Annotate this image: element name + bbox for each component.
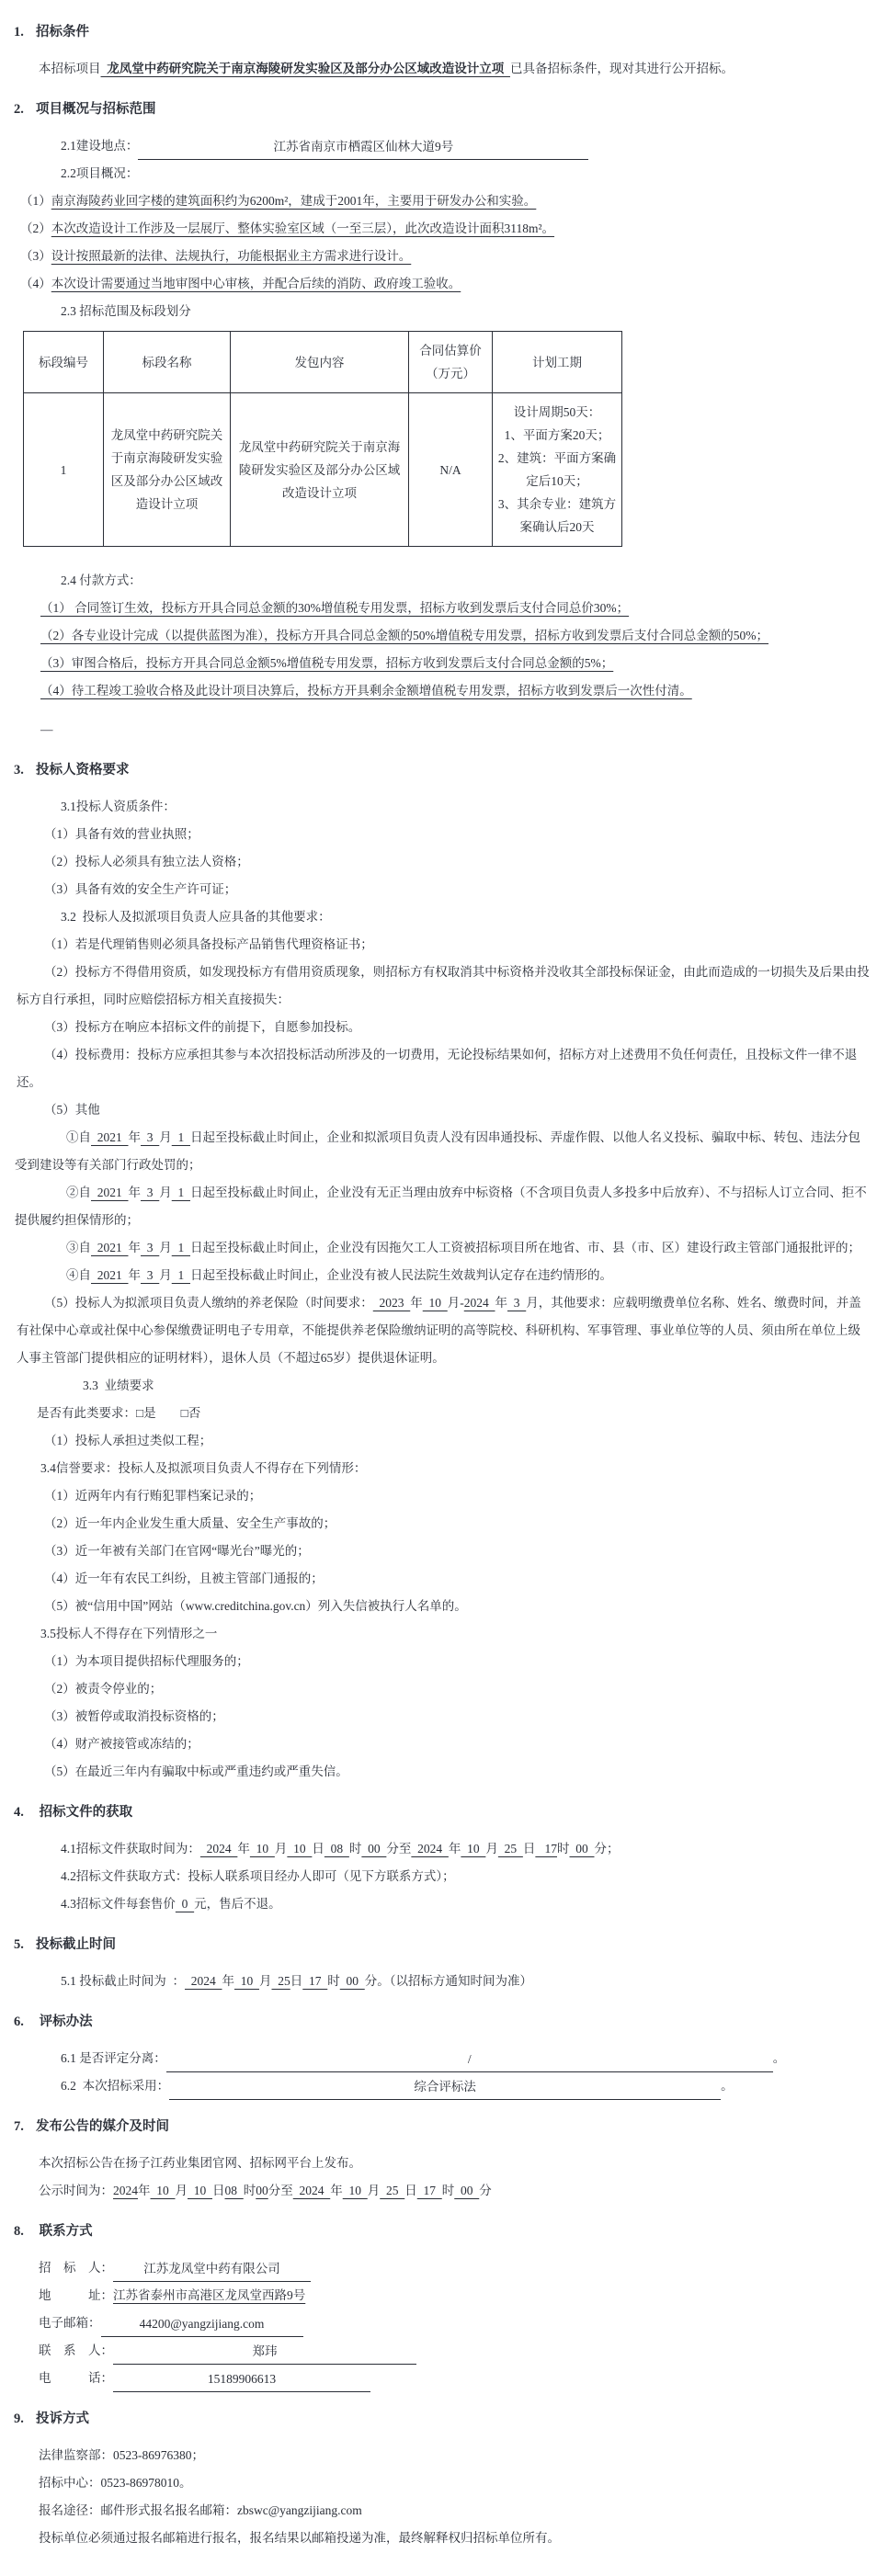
overview-item-1 [20, 187, 871, 215]
text-run: 月 [274, 1842, 288, 1855]
text-run: 时 [243, 2184, 256, 2197]
filled-blank: 10 [342, 2184, 368, 2197]
section-title: 招标条件 [36, 25, 89, 40]
text-run: 日 [290, 1974, 303, 1988]
filled-blank: 1 [171, 1130, 190, 1144]
filled-blank: 3 [141, 1130, 160, 1144]
filled-blank: 00 [256, 2184, 268, 2197]
credit-requirement-label [40, 1455, 871, 1482]
overview-item-2 [20, 215, 871, 243]
text-run: （4）投标费用：投标方应承担其参与本次招投标活动所涉及的一切费用，无论投标结果如何，招标方对上述费用不负任何责任，且投标文件一律不退还。 [17, 1048, 858, 1089]
text-run: 5.1 投标截止时间为 ： [61, 1974, 185, 1988]
table-body [24, 393, 622, 547]
section-number: 7. [14, 2119, 24, 2134]
section-number: 4. [14, 1805, 24, 1820]
table-header-line: （万元） [426, 367, 475, 380]
filled-blank: 17 [535, 1842, 557, 1855]
filled-blank: 00 [361, 1842, 387, 1855]
text-run: 。 [721, 2079, 734, 2093]
table-cell [104, 393, 231, 547]
scope-label [61, 298, 871, 325]
text-run: 报名途径：邮件形式报名报名邮箱：zbswc@yangzijiang.com [39, 2503, 362, 2517]
section-heading-5 [14, 1931, 871, 1958]
filled-blank: 1 [171, 1268, 190, 1282]
text-run: — [40, 722, 53, 736]
section-title: 投标截止时间 [36, 1937, 116, 1952]
filled-blank: 龙凤堂中药研究院关于南京海陵研发实验区及部分办公区域改造设计立项 [100, 62, 510, 75]
text-run: 分； [594, 1842, 620, 1855]
paragraph [44, 1593, 871, 1620]
registration-note [39, 2525, 871, 2552]
text-run: 月 [485, 1842, 498, 1855]
section-title: 招标文件的获取 [36, 1805, 133, 1820]
table-cell [24, 393, 104, 547]
filled-blank: 00 [569, 1842, 595, 1855]
table-cell-line: N/A [439, 462, 461, 477]
filled-blank: 17 [416, 2184, 442, 2197]
filled-blank: 25 [271, 1974, 290, 1988]
text-run: 分至 [386, 1842, 412, 1855]
table-header-cell [409, 332, 493, 393]
text-run: （3）投标方在响应本招标文件的前提下，自愿参加投标。 [44, 1020, 361, 1034]
text-run: （1）若是代理销售则必须具备投标产品销售代理资格证书； [44, 937, 373, 951]
payment-term-3 [40, 650, 871, 677]
text-run: 月 [259, 1974, 272, 1988]
section-number: 2. [14, 102, 24, 117]
document-obtain-time [61, 1835, 871, 1863]
text-run: 已具备招标条件，现对其进行公开招标。 [510, 62, 734, 75]
payment-term-2 [40, 622, 871, 650]
text-run: 年 [237, 1842, 250, 1855]
text-run: 元，售后不退。 [194, 1897, 281, 1911]
paragraph [17, 959, 871, 1014]
text-run: （5）被“信用中国”网站（www.creditchina.gov.cn）列入失信被执行人名单的。 [44, 1599, 467, 1613]
section-title: 联系方式 [36, 2224, 93, 2239]
document-price [61, 1890, 871, 1918]
text-run: 分。（以招标方通知时间为准） [364, 1974, 532, 1988]
payment-label [61, 567, 871, 595]
payment-term-1 [40, 595, 871, 622]
filled-blank: 本次改造设计工作涉及一层展厅、整体实验室区域（一至三层），此次改造设计面积3118m²。 [51, 221, 555, 235]
table-header-cell [231, 332, 409, 393]
filled-blank: 2023 [372, 1296, 411, 1310]
section-heading-6 [14, 2008, 871, 2036]
text-run: 日起至投标截止时间止，企业没有无正当理由放弃中标资格（不含项目负责人多投多中后放弃）、不与招标人订立合同、拒不提供履约担保情形的； [15, 1186, 867, 1227]
filled-blank: 2024 [199, 1842, 238, 1855]
filled-blank: 17 [302, 1974, 328, 1988]
text-run: （5）其他 [44, 1103, 100, 1117]
text-run: 6.2 本次招标采用： [61, 2079, 170, 2093]
text-run: 时 [557, 1842, 570, 1855]
text-run: 2.3 招标范围及标段划分 [61, 304, 191, 318]
section-title: 评标办法 [36, 2014, 93, 2029]
announcement-media [39, 2150, 871, 2177]
text-run: 电 话： [39, 2371, 113, 2385]
section-number: 6. [14, 2014, 24, 2029]
text-run: 4.1招标文件获取时间为： [61, 1842, 200, 1855]
announcement-time [39, 2177, 871, 2205]
filled-blank: 10 [249, 1842, 275, 1855]
text-run: ③自 [66, 1241, 91, 1254]
text-run: 本次招标公告在扬子江药业集团官网、招标网平台上发布。 [39, 2156, 361, 2170]
text-run: 日 [522, 1842, 536, 1855]
filled-blank: 本次设计需要通过当地审图中心审核，并配合后续的消防、政府竣工验收。 [51, 277, 461, 290]
paragraph [44, 848, 871, 876]
contact-person [39, 2337, 871, 2365]
text-run: 4.3招标文件每套售价 [61, 1897, 176, 1911]
filled-blank: 综合评标法 [169, 2075, 721, 2100]
construction-site [61, 132, 871, 160]
text-run: （2）近一年内企业发生重大质量、安全生产事故的； [44, 1516, 336, 1530]
filled-blank: 2024 [411, 1842, 449, 1855]
table-header-line: 计划工期 [532, 355, 582, 369]
paragraph [44, 1014, 871, 1041]
text-run: 日 [404, 2184, 417, 2197]
paragraph [44, 1675, 871, 1703]
text-run: 日 [312, 1842, 324, 1855]
text-run: （1） [20, 194, 51, 208]
table-cell-line: 2、建筑：平面方案确定后10天； [497, 451, 617, 488]
filled-blank: 2021 [91, 1268, 129, 1282]
section-heading-2 [14, 96, 871, 123]
text-run: 3.1投标人资质条件： [61, 800, 176, 813]
table-cell-line: 1 [60, 462, 67, 477]
section-heading-9 [14, 2405, 871, 2433]
text-run: 时 [441, 2184, 455, 2197]
text-run: 3.4信誉要求：投标人及拟派项目负责人不得存在下列情形： [40, 1461, 367, 1475]
pension-insurance-requirement [17, 1289, 871, 1372]
table-header-cell [104, 332, 231, 393]
section-title: 投诉方式 [36, 2411, 89, 2426]
paragraph [44, 1427, 871, 1455]
tenderer-name [39, 2254, 871, 2282]
table-cell-line: 3、其余专业：建筑方案确认后20天 [497, 497, 617, 534]
section-title: 投标人资格要求 [36, 763, 130, 777]
prohibited-situations-label [40, 1620, 871, 1648]
text-run: 日起至投标截止时间止，企业没有因拖欠工人工资被招标项目所在地省、市、县（市、区）建设行政主管部门通报批评的； [190, 1241, 860, 1254]
text-run: 法律监察部：0523-86976380； [39, 2448, 204, 2462]
text-run: 时 [348, 1842, 362, 1855]
section-heading-3 [14, 756, 871, 784]
table-row [24, 393, 622, 547]
text-run: ①自 [66, 1130, 91, 1144]
text-run: 投标单位必须通过报名邮箱进行报名，报名结果以邮箱投递为准，最终解释权归招标单位所有。 [39, 2531, 560, 2545]
overview-item-4 [20, 270, 871, 298]
filled-blank: 25 [497, 1842, 523, 1855]
text-run: 联 系 人： [39, 2343, 113, 2357]
filled-blank: 10 [422, 1296, 448, 1310]
text-run: （4） [20, 277, 51, 290]
filled-blank: 2024 [185, 1974, 222, 1988]
filled-blank: 10 [150, 2184, 176, 2197]
table-header [24, 332, 622, 393]
evaluation-separation [61, 2045, 871, 2072]
table-cell [409, 393, 493, 547]
filled-blank: （3）审图合格后，投标方开具合同总金额5%增值税专用发票，招标方收到发票后支付合同总金额的5%； [40, 656, 614, 670]
text-run: 日 [212, 2184, 225, 2197]
filled-blank: 08 [324, 1842, 349, 1855]
text-run: 月 [367, 2184, 381, 2197]
table-header-line: 标段名称 [142, 355, 192, 369]
paragraph [44, 1565, 871, 1593]
section-heading-7 [14, 2113, 871, 2140]
project-overview-label [61, 160, 871, 187]
filled-blank: 2021 [91, 1130, 129, 1144]
text-run: 2.4 付款方式： [61, 573, 142, 587]
document-obtain-method [61, 1863, 871, 1890]
text-run: 6.1 是否评定分离： [61, 2051, 166, 2065]
legal-supervision-phone [39, 2442, 871, 2469]
table-header-cell [493, 332, 622, 393]
registration-channel [39, 2497, 871, 2525]
contact-phone [39, 2365, 871, 2392]
section-title: 项目概况与招标范围 [36, 102, 156, 117]
text-run: 3.3 业绩要求 [83, 1379, 154, 1392]
filled-blank: 3 [141, 1241, 160, 1254]
filled-blank: 1 [171, 1186, 190, 1199]
filled-blank: 25 [380, 2184, 405, 2197]
tenderer-email [39, 2309, 871, 2337]
text-run: 是否有此类要求：□是 □否 [37, 1406, 201, 1420]
filled-blank: 3 [507, 1296, 527, 1310]
table-cell-line: 1、平面方案20天； [504, 428, 610, 442]
section-heading-1 [14, 18, 871, 46]
text-run: （4）近一年有农民工纠纷，且被主管部门通报的； [44, 1572, 324, 1585]
filled-blank: 0 [175, 1897, 195, 1911]
paragraph [15, 1234, 871, 1262]
section-number: 9. [14, 2411, 24, 2426]
text-run: 年 [128, 1186, 141, 1199]
overview-item-3 [20, 243, 871, 270]
text-run: 本招标项目 [39, 62, 101, 75]
paragraph [44, 1731, 871, 1758]
evaluation-method [61, 2072, 871, 2100]
table-cell [231, 393, 409, 547]
text-run: 2.1建设地点： [61, 139, 139, 153]
paragraph [44, 1648, 871, 1675]
filled-blank: 10 [188, 2184, 212, 2197]
text-run: （1）近两年内有行贿犯罪档案记录的； [44, 1489, 262, 1503]
text-run: （2） [20, 221, 51, 235]
text-run: 年 [330, 2184, 343, 2197]
text-run: 月- [447, 1296, 464, 1310]
text-run: 年 [448, 1842, 461, 1855]
text-run: 年 [495, 1296, 507, 1310]
text-run: 月 [159, 1186, 172, 1199]
text-run: 时 [327, 1974, 340, 1988]
paragraph [44, 1758, 871, 1786]
filled-blank: 15189906613 [113, 2367, 370, 2392]
text-run: 月 [159, 1268, 172, 1282]
text-run: （3）被暂停或取消投标资格的； [44, 1709, 224, 1723]
text-run: （2）被责令停业的； [44, 1682, 163, 1696]
tender-project-statement [39, 55, 871, 83]
text-run: （3） [20, 249, 51, 263]
text-run: 月 [175, 2184, 188, 2197]
filled-blank: 44200@yangzijiang.com [101, 2312, 303, 2337]
paragraph [44, 1482, 871, 1510]
text-run: （1）投标人承担过类似工程； [44, 1434, 212, 1447]
filled-blank: 2024 [292, 2184, 331, 2197]
table-cell [493, 393, 622, 547]
text-run: 招 标 人： [39, 2261, 113, 2275]
text-run: 月，其他要求：应载明缴费单位名称、姓名、缴费时间，并盖有社保中心章或社保中心参保缴费证明电子专用章，不能提供养老保险缴纳证明的高等院校、科研机构、军事管理、事业单位等的人员、须由所在单位上级人事主管部门提供相应的证明材料），退休人员（不超过65岁）提供退休证明。 [17, 1296, 861, 1365]
text-run: 分 [479, 2184, 492, 2197]
section-title: 发布公告的媒介及时间 [36, 2119, 169, 2134]
text-run: 年 [128, 1268, 141, 1282]
paragraph [44, 1096, 871, 1124]
filled-blank: 3 [141, 1186, 160, 1199]
table-header-row [24, 332, 622, 393]
text-run: 地 址： [39, 2288, 113, 2302]
table-header-line: 标段编号 [39, 355, 88, 369]
other-requirements-label [61, 903, 871, 931]
text-run: 分至 [268, 2184, 293, 2197]
filled-blank: 00 [454, 2184, 480, 2197]
paragraph [44, 1510, 871, 1538]
text-run: 2.2项目概况： [61, 166, 139, 180]
table-header-line: 发包内容 [294, 355, 345, 369]
filled-blank: 08 [224, 2184, 244, 2197]
filled-blank: （2）各专业设计完成（以提供蓝图为准），投标方开具合同总金额的50%增值税专用发票，招标方收到发票后支付合同总金额的50%； [40, 629, 768, 642]
text-run: 公示时间为： [39, 2184, 113, 2197]
text-run: （5）在最近三年内有骗取中标或严重违约或严重失信。 [44, 1765, 348, 1778]
filled-blank: 00 [339, 1974, 365, 1988]
filled-blank: 江苏龙凤堂中药有限公司 [113, 2257, 311, 2282]
text-run: 年 [138, 2184, 151, 2197]
section-heading-8 [14, 2218, 871, 2245]
section-number: 3. [14, 763, 24, 777]
filled-blank: （1） 合同签订生效，投标方开具合同总金额的30%增值税专用发票，招标方收到发票后支付合同总价30%； [40, 601, 630, 615]
filled-blank: 10 [461, 1842, 486, 1855]
text-run: 3.2 投标人及拟派项目负责人应具备的其他要求： [61, 910, 331, 924]
payment-term-4 [40, 677, 871, 705]
filled-blank: 2021 [91, 1186, 129, 1199]
filled-blank: 10 [287, 1842, 313, 1855]
tenderer-address [39, 2282, 871, 2309]
text-run: （5）投标人为拟派项目负责人缴纳的养老保险（时间要求： [44, 1296, 373, 1310]
text-run: （4）财产被接管或冻结的； [44, 1737, 199, 1751]
filled-blank: 2021 [91, 1241, 129, 1254]
paragraph [44, 1703, 871, 1731]
section-number: 8. [14, 2224, 24, 2239]
paragraph [15, 1262, 871, 1289]
table-header-cell [24, 332, 104, 393]
performance-requirement-checkboxes [37, 1400, 871, 1427]
section-number: 5. [14, 1937, 24, 1952]
table-cell-line: 设计周期50天： [513, 405, 601, 419]
text-run: ④自 [66, 1268, 91, 1282]
filled-blank: 2024 [113, 2184, 138, 2197]
text-run: （2）投标方不得借用资质，如发现投标方有借用资质现象，则招标方有权取消其中标资格并没收其全部投标保证金，由此而造成的一切损失及后果由投标方自行承担，同时应赔偿招标方相关直接损失： [17, 965, 870, 1006]
filled-blank: / [166, 2048, 773, 2072]
text-run: 年 [128, 1130, 141, 1144]
text-run: 年 [128, 1241, 141, 1254]
bid-section-table [23, 331, 622, 547]
table-header-line: 合同估算价 [419, 344, 482, 357]
filled-blank: 郑玮 [113, 2340, 416, 2365]
paragraph [44, 876, 871, 903]
tender-center-phone [39, 2469, 871, 2497]
paragraph [15, 1124, 871, 1179]
text-run: （3）具备有效的安全生产许可证； [44, 882, 237, 896]
section-number: 1. [14, 25, 24, 40]
paragraph [44, 821, 871, 848]
text-run: （1）为本项目提供招标代理服务的； [44, 1654, 249, 1668]
text-run: 月 [159, 1130, 172, 1144]
filled-blank: 3 [141, 1268, 160, 1282]
text-run: （1）具备有效的营业执照； [44, 827, 199, 841]
paragraph [44, 931, 871, 959]
paragraph [44, 1538, 871, 1565]
text-run: 招标中心：0523-86978010。 [39, 2476, 192, 2490]
text-run: 。 [772, 2051, 786, 2065]
text-run: 4.2招标文件获取方式：投标人联系项目经办人即可（见下方联系方式）； [61, 1869, 455, 1883]
filled-blank: 江苏省南京市栖霞区仙林大道9号 [138, 135, 588, 160]
dash-mark [40, 716, 871, 743]
filled-blank: 设计按照最新的法律、法规执行，功能根据业主方需求进行设计。 [51, 249, 412, 263]
filled-blank: 2024 [463, 1296, 495, 1310]
section-heading-4 [14, 1799, 871, 1826]
text-run: 日起至投标截止时间止，企业没有被人民法院生效裁判认定存在违约情形的。 [190, 1268, 612, 1282]
text-run: ②自 [66, 1186, 91, 1199]
filled-blank: 江苏省泰州市高港区龙凤堂西路9号 [113, 2288, 306, 2302]
bid-deadline [61, 1968, 871, 1995]
text-run: 月 [159, 1241, 172, 1254]
table-cell-line: 龙凤堂中药研究院关于南京海陵研发实验区及部分办公区域改造设计立项 [238, 439, 401, 500]
filled-blank: （4）待工程竣工验收合格及此设计项目决算后，投标方开具剩余金额增值税专用发票，招标方收到发票后一次性付清。 [40, 684, 692, 698]
text-run: （3）近一年被有关部门在官网“曝光台”曝光的； [44, 1544, 310, 1558]
filled-blank: 南京海陵药业回字楼的建筑面积约为6200m²，建成于2001年，主要用于研发办公和实验。 [51, 194, 537, 208]
table-cell-line: 龙凤堂中药研究院关于南京海陵研发实验区及部分办公区域改造设计立项 [110, 428, 223, 511]
text-run: 电子邮箱： [39, 2316, 101, 2330]
performance-requirement-label [83, 1372, 871, 1400]
text-run: 日起至投标截止时间止，企业和拟派项目负责人没有因串通投标、弄虚作假、以他人名义投标、骗取中标、转包、违法分包受到建设等有关部门行政处罚的； [15, 1130, 860, 1172]
text-run: 3.5投标人不得存在下列情形之一 [40, 1627, 218, 1640]
paragraph [15, 1179, 871, 1234]
filled-blank: 10 [234, 1974, 259, 1988]
qualification-label [61, 793, 871, 821]
text-run: （2）投标人必须具有独立法人资格； [44, 855, 249, 868]
text-run: 年 [410, 1296, 423, 1310]
text-run: 年 [222, 1974, 234, 1988]
paragraph [17, 1041, 871, 1096]
filled-blank: 1 [171, 1241, 190, 1254]
